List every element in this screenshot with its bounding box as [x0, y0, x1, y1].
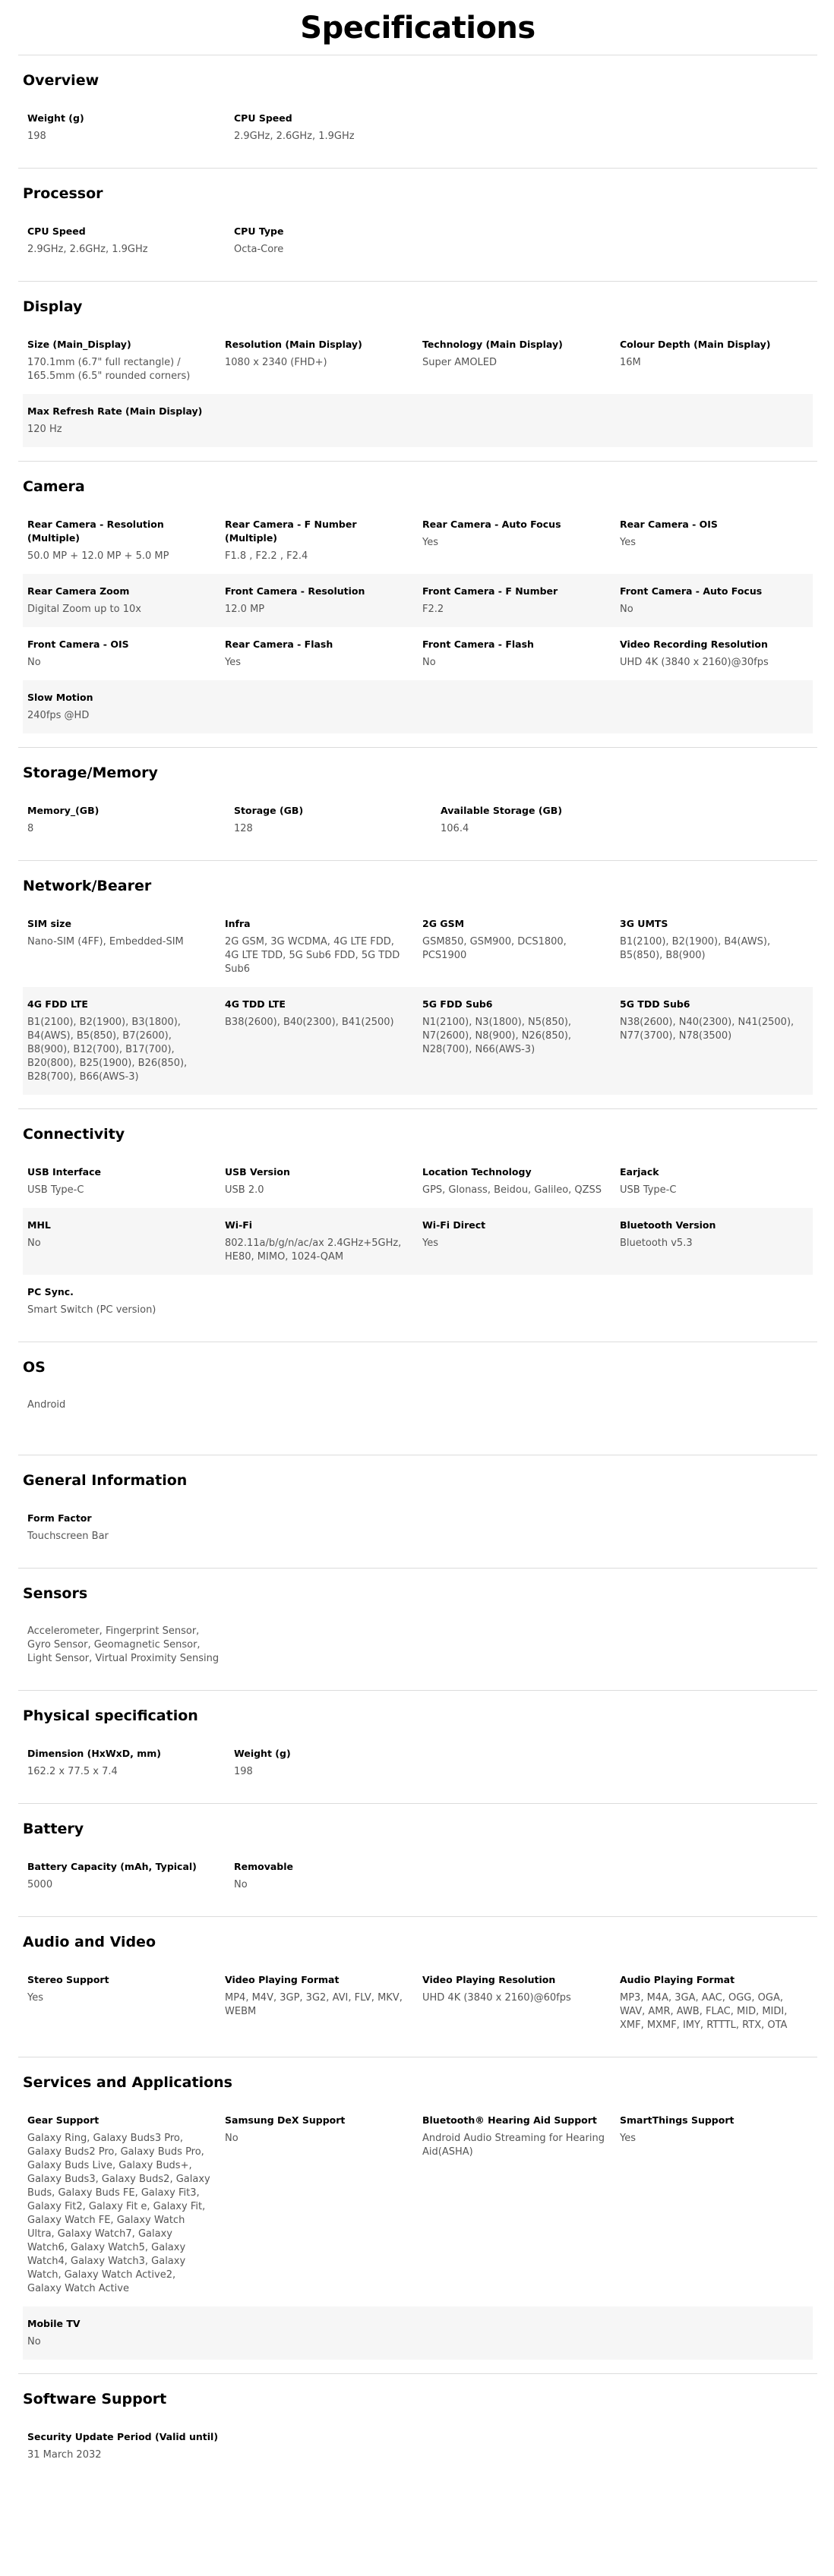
spec-value: GSM850, GSM900, DCS1800, PCS1900: [422, 936, 567, 961]
spec-value: 8: [27, 823, 34, 834]
spec-row: [23, 1614, 813, 1676]
spec-label: 2G GSM: [422, 918, 465, 929]
spec-item: [23, 804, 229, 836]
spec-item: [229, 804, 436, 836]
spec-item: [418, 998, 615, 1084]
spec-item: [23, 2114, 220, 2296]
spec-value: No: [620, 604, 633, 615]
spec-label: SIM size: [27, 918, 71, 929]
spec-value: 128: [234, 823, 253, 834]
spec-item: [418, 338, 615, 383]
spec-value: Galaxy Ring, Galaxy Buds3 Pro, Galaxy Buds2 Pro, Galaxy Buds Pro, Galaxy Buds Live, Galaxy Buds+, Galaxy Buds3, Galaxy Buds2, Galaxy Buds, Galaxy Buds FE, Galaxy Fit3, Galaxy Fit2, Galaxy Fit e, Galaxy Fit, Galaxy Watch FE, Galaxy Watch Ultra, Galaxy Watch7, Galaxy Watch6, Galaxy Watch5, Galaxy Watch4, Galaxy Watch3, Galaxy Watch, Galaxy Watch Active2, Galaxy Watch Active: [27, 2133, 210, 2294]
section-title: Sensors: [23, 1585, 88, 1602]
spec-item: [418, 917, 615, 976]
spec-value: No: [27, 2336, 41, 2347]
spec-label: Rear Camera - Flash: [225, 638, 333, 650]
spec-value: Bluetooth v5.3: [620, 1238, 693, 1249]
section-title: Processor: [23, 185, 103, 202]
spec-row: [23, 793, 813, 847]
spec-value: Smart Switch (PC version): [27, 1304, 156, 1316]
spec-value: No: [27, 657, 41, 668]
spec-label: Mobile TV: [27, 2318, 81, 2329]
section-title: Audio and Video: [23, 1934, 156, 1950]
spec-value: No: [225, 2133, 239, 2144]
spec-label: CPU Type: [234, 225, 284, 237]
spec-value: B1(2100), B2(1900), B4(AWS), B5(850), B8(900): [620, 936, 771, 961]
spec-value: 802.11a/b/g/n/ac/ax 2.4GHz+5GHz, HE80, MIMO, 1024-QAM: [225, 1238, 402, 1263]
spec-item: [615, 518, 813, 563]
spec-label: Security Update Period (Valid until): [27, 2431, 219, 2442]
spec-label: 5G TDD Sub6: [620, 998, 690, 1010]
spec-value: B1(2100), B2(1900), B3(1800), B4(AWS), B5(850), B7(2600), B8(900), B12(700), B17(700), B20(800), B25(1900), B26(850), B28(700), B66(AWS-3): [27, 1017, 188, 1083]
section-title: Storage/Memory: [23, 765, 158, 781]
spec-row: [23, 1275, 813, 1328]
spec-label: Wi-Fi: [225, 1219, 253, 1231]
spec-value: Yes: [422, 537, 438, 548]
spec-section: [18, 1916, 817, 2057]
spec-value: 170.1mm (6.7" full rectangle) / 165.5mm (6.5" rounded corners): [27, 357, 191, 382]
spec-label: Storage (GB): [234, 805, 304, 816]
spec-value: Yes: [620, 537, 636, 548]
spec-label: Rear Camera Zoom: [27, 585, 130, 597]
spec-label: Resolution (Main Display): [225, 339, 362, 350]
spec-label: Colour Depth (Main Display): [620, 339, 771, 350]
spec-value: 16M: [620, 357, 641, 368]
spec-item: [23, 1398, 229, 1430]
spec-label: Bluetooth Version: [620, 1219, 716, 1231]
spec-item: [615, 1973, 813, 2032]
spec-item: [418, 1165, 615, 1197]
spec-item: [615, 998, 813, 1084]
spec-value: GPS, Glonass, Beidou, Galileo, QZSS: [422, 1184, 602, 1196]
spec-value: Touchscreen Bar: [27, 1531, 109, 1542]
spec-value: 106.4: [441, 823, 469, 834]
spec-value: 2.9GHz, 2.6GHz, 1.9GHz: [234, 131, 355, 142]
spec-label: USB Interface: [27, 1166, 101, 1178]
spec-label: Front Camera - Auto Focus: [620, 585, 763, 597]
spec-item: [23, 585, 220, 616]
spec-item: [418, 518, 615, 563]
spec-value: UHD 4K (3840 x 2160)@30fps: [620, 657, 769, 668]
spec-item: [220, 1219, 418, 1264]
spec-section: [18, 1803, 817, 1916]
spec-item: [229, 112, 436, 143]
spec-value: 198: [27, 131, 46, 142]
spec-value: Accelerometer, Fingerprint Sensor, Gyro Sensor, Geomagnetic Sensor, Light Sensor, Virtual Proximity Sensing: [27, 1625, 220, 1664]
spec-label: Rear Camera - OIS: [620, 519, 718, 530]
spec-value: Digital Zoom up to 10x: [27, 604, 141, 615]
spec-item: [220, 1165, 418, 1197]
spec-item: [615, 917, 813, 976]
spec-item: [615, 585, 813, 616]
spec-label: 5G FDD Sub6: [422, 998, 493, 1010]
spec-label: Max Refresh Rate (Main Display): [27, 405, 203, 417]
spec-label: Samsung DeX Support: [225, 2114, 346, 2126]
spec-item: [23, 1860, 229, 1892]
section-title: Network/Bearer: [23, 878, 152, 894]
spec-item: [23, 2430, 229, 2462]
spec-label: USB Version: [225, 1166, 290, 1178]
spec-label: Bluetooth® Hearing Aid Support: [422, 2114, 597, 2126]
spec-label: Removable: [234, 1861, 294, 1872]
spec-item: [23, 1512, 229, 1543]
spec-item: [418, 1219, 615, 1264]
spec-item: [23, 112, 229, 143]
spec-item: [220, 638, 418, 670]
spec-item: [615, 338, 813, 383]
spec-value: No: [422, 657, 436, 668]
spec-row: [23, 574, 813, 627]
spec-value: No: [27, 1238, 41, 1249]
spec-label: Infra: [225, 918, 251, 929]
spec-section: [18, 1690, 817, 1803]
spec-value: MP3, M4A, 3GA, AAC, OGG, OGA, WAV, AMR, AWB, FLAC, MID, MIDI, XMF, MXMF, IMY, RTTTL, RTX, OTA: [620, 1992, 788, 2031]
spec-row: [23, 1208, 813, 1275]
spec-section: [18, 1568, 817, 1690]
spec-item: [23, 225, 229, 257]
spec-section: [18, 55, 817, 168]
spec-row: [23, 987, 813, 1095]
spec-label: Weight (g): [234, 1748, 291, 1759]
spec-label: Wi-Fi Direct: [422, 1219, 486, 1231]
spec-label: SmartThings Support: [620, 2114, 734, 2126]
spec-section: [18, 461, 817, 747]
spec-label: 4G FDD LTE: [27, 998, 88, 1010]
spec-item: [220, 917, 418, 976]
spec-label: Size (Main_Display): [27, 339, 131, 350]
spec-item: [23, 518, 220, 563]
spec-value: 240fps @HD: [27, 710, 90, 721]
spec-label: Battery Capacity (mAh, Typical): [27, 1861, 197, 1872]
spec-item: [23, 998, 220, 1084]
spec-label: Rear Camera - Auto Focus: [422, 519, 561, 530]
spec-value: F2.2: [422, 604, 444, 615]
spec-label: Front Camera - Resolution: [225, 585, 365, 597]
section-title: Services and Applications: [23, 2074, 232, 2091]
spec-item: [23, 1973, 220, 2032]
spec-label: Form Factor: [27, 1512, 92, 1524]
spec-row: [23, 1155, 813, 1208]
spec-section: [18, 1455, 817, 1568]
spec-item: [436, 804, 643, 836]
spec-label: Dimension (HxWxD, mm): [27, 1748, 161, 1759]
spec-label: MHL: [27, 1219, 51, 1231]
spec-value: 50.0 MP + 12.0 MP + 5.0 MP: [27, 550, 169, 562]
spec-item: [229, 1747, 436, 1779]
spec-value: Android Audio Streaming for Hearing Aid(ASHA): [422, 2133, 605, 2158]
spec-label: PC Sync.: [27, 1286, 74, 1297]
spec-label: Video Playing Resolution: [422, 1974, 556, 1985]
section-title: Software Support: [23, 2391, 167, 2407]
spec-item: [23, 691, 229, 723]
spec-item: [615, 1165, 813, 1197]
spec-row: [23, 394, 813, 447]
spec-value: B38(2600), B40(2300), B41(2500): [225, 1017, 394, 1028]
spec-item: [229, 225, 436, 257]
spec-label: CPU Speed: [27, 225, 86, 237]
section-title: Camera: [23, 478, 85, 495]
spec-label: Stereo Support: [27, 1974, 109, 1985]
spec-item: [23, 1219, 220, 1264]
specifications-list: [18, 55, 817, 2486]
spec-label: Location Technology: [422, 1166, 532, 1178]
spec-label: Front Camera - Flash: [422, 638, 534, 650]
spec-row: [23, 101, 813, 154]
spec-value: Android: [27, 1399, 66, 1411]
spec-value: F1.8 , F2.2 , F2.4: [225, 550, 308, 562]
spec-item: [23, 1747, 229, 1779]
spec-item: [220, 998, 418, 1084]
spec-value: N1(2100), N3(1800), N5(850), N7(2600), N8(900), N26(850), N28(700), N66(AWS-3): [422, 1017, 572, 1055]
spec-value: Nano-SIM (4FF), Embedded-SIM: [27, 936, 184, 947]
spec-item: [220, 338, 418, 383]
spec-value: Octa-Core: [234, 244, 284, 255]
spec-label: Front Camera - OIS: [27, 638, 129, 650]
spec-row: [23, 507, 813, 574]
spec-row: [23, 680, 813, 733]
spec-row: [23, 1736, 813, 1789]
section-title: OS: [23, 1359, 46, 1376]
spec-row: [23, 906, 813, 987]
spec-item: [23, 1625, 229, 1666]
spec-label: CPU Speed: [234, 112, 292, 124]
spec-label: Gear Support: [27, 2114, 100, 2126]
spec-row: [23, 327, 813, 394]
spec-label: Front Camera - F Number: [422, 585, 558, 597]
spec-row: [23, 2306, 813, 2360]
spec-value: USB Type-C: [27, 1184, 84, 1196]
section-title: Display: [23, 298, 83, 315]
spec-label: Available Storage (GB): [441, 805, 563, 816]
spec-row: [23, 2420, 813, 2473]
spec-value: 1080 x 2340 (FHD+): [225, 357, 327, 368]
page-title: Specifications: [300, 11, 535, 46]
spec-section: [18, 860, 817, 1108]
spec-item: [615, 1219, 813, 1264]
spec-row: [23, 2103, 813, 2306]
section-title: Physical specification: [23, 1707, 198, 1724]
spec-row: [23, 1501, 813, 1554]
spec-value: Yes: [27, 1992, 43, 2004]
spec-item: [23, 405, 229, 437]
spec-label: Technology (Main Display): [422, 339, 563, 350]
spec-item: [23, 1165, 220, 1197]
spec-item: [220, 1973, 418, 2032]
spec-value: 198: [234, 1766, 253, 1777]
spec-item: [418, 585, 615, 616]
spec-value: UHD 4K (3840 x 2160)@60fps: [422, 1992, 571, 2004]
spec-section: [18, 1342, 817, 1455]
spec-item: [220, 518, 418, 563]
spec-item: [615, 2114, 813, 2296]
spec-row: [23, 627, 813, 680]
spec-value: Super AMOLED: [422, 357, 498, 368]
spec-item: [23, 2317, 229, 2349]
spec-row: [23, 214, 813, 267]
spec-row: [23, 1849, 813, 1903]
spec-value: Yes: [422, 1238, 438, 1249]
spec-section: [18, 747, 817, 860]
spec-item: [220, 585, 418, 616]
spec-item: [23, 917, 220, 976]
spec-value: 162.2 x 77.5 x 7.4: [27, 1766, 118, 1777]
spec-row: [23, 1388, 813, 1441]
spec-item: [23, 638, 220, 670]
section-title: Overview: [23, 72, 100, 89]
spec-label: Audio Playing Format: [620, 1974, 735, 1985]
spec-value: 5000: [27, 1879, 53, 1890]
spec-value: 31 March 2032: [27, 2449, 102, 2461]
section-title: Battery: [23, 1821, 84, 1837]
spec-label: Rear Camera - Resolution (Multiple): [27, 519, 164, 544]
spec-item: [23, 338, 220, 383]
spec-value: MP4, M4V, 3GP, 3G2, AVI, FLV, MKV, WEBM: [225, 1992, 403, 2017]
spec-label: 3G UMTS: [620, 918, 668, 929]
spec-item: [229, 1860, 436, 1892]
spec-section: [18, 2373, 817, 2486]
spec-row: [23, 1963, 813, 2043]
spec-label: 4G TDD LTE: [225, 998, 286, 1010]
section-title: Connectivity: [23, 1126, 125, 1143]
spec-section: [18, 1108, 817, 1342]
spec-item: [418, 2114, 615, 2296]
spec-section: [18, 168, 817, 281]
spec-value: 12.0 MP: [225, 604, 265, 615]
spec-value: Yes: [225, 657, 241, 668]
spec-value: USB Type-C: [620, 1184, 677, 1196]
spec-section: [18, 281, 817, 461]
spec-item: [418, 638, 615, 670]
spec-value: USB 2.0: [225, 1184, 264, 1196]
spec-label: Video Playing Format: [225, 1974, 340, 1985]
spec-value: Yes: [620, 2133, 636, 2144]
spec-item: [220, 2114, 418, 2296]
spec-label: Rear Camera - F Number (Multiple): [225, 519, 357, 544]
spec-label: Slow Motion: [27, 692, 93, 703]
spec-item: [23, 1285, 229, 1317]
spec-item: [418, 1973, 615, 2032]
spec-section: [18, 2057, 817, 2373]
spec-value: 2G GSM, 3G WCDMA, 4G LTE FDD, 4G LTE TDD, 5G Sub6 FDD, 5G TDD Sub6: [225, 936, 400, 975]
section-title: General Information: [23, 1472, 188, 1489]
spec-label: Weight (g): [27, 112, 84, 124]
spec-item: [615, 638, 813, 670]
spec-value: 2.9GHz, 2.6GHz, 1.9GHz: [27, 244, 148, 255]
spec-value: N38(2600), N40(2300), N41(2500), N77(3700), N78(3500): [620, 1017, 795, 1042]
spec-label: Earjack: [620, 1166, 659, 1178]
spec-label: Video Recording Resolution: [620, 638, 768, 650]
spec-label: Memory_(GB): [27, 805, 100, 816]
spec-value: No: [234, 1879, 248, 1890]
spec-value: 120 Hz: [27, 424, 62, 435]
